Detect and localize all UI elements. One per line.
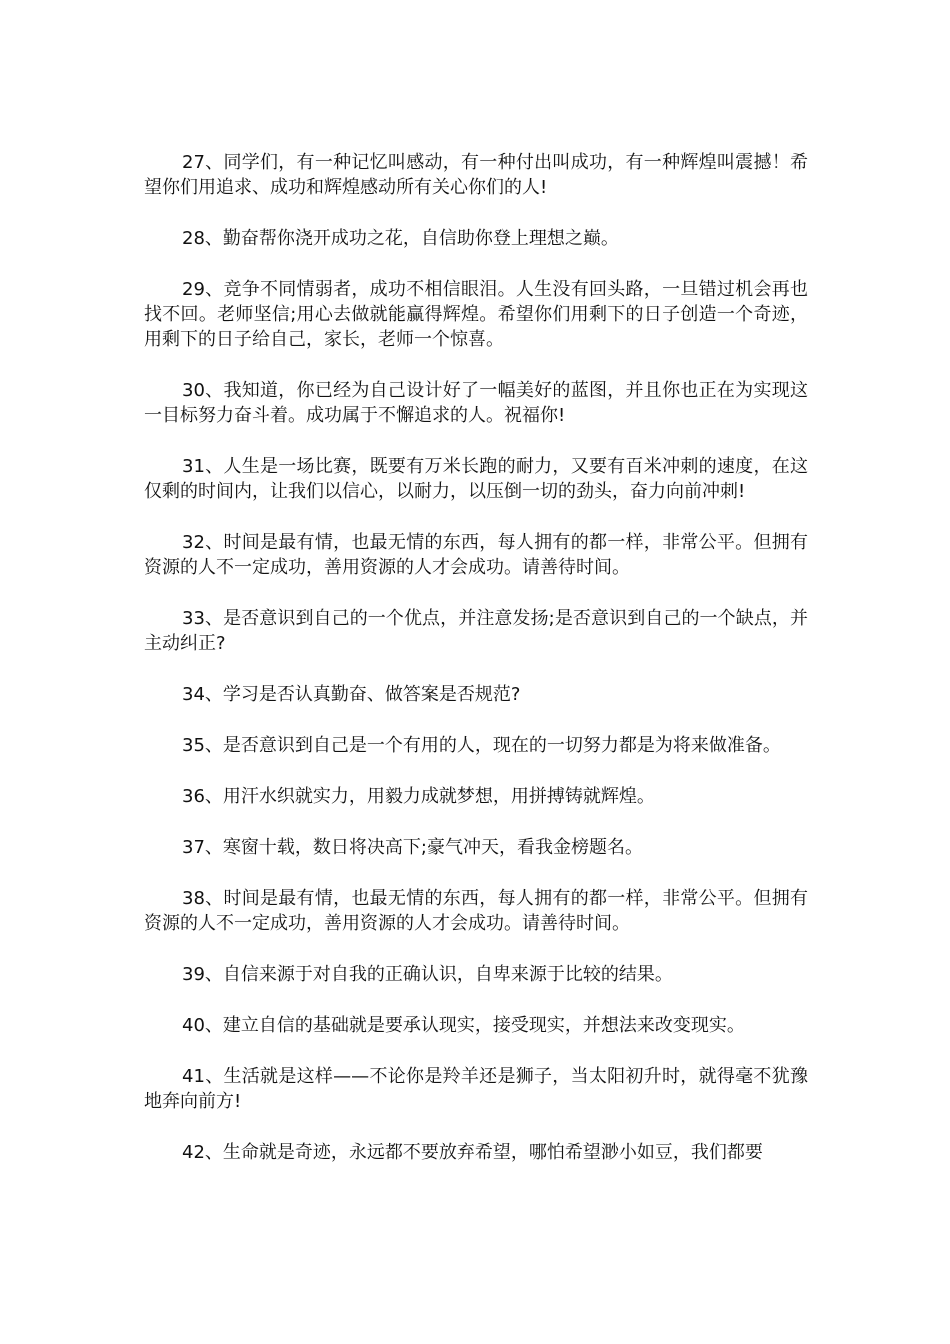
paragraph-32: 32、时间是最有情，也最无情的东西，每人拥有的都一样，非常公平。但拥有资源的人不一定成功，善用资源的人才会成功。请善待时间。 bbox=[144, 532, 808, 578]
paragraph-29: 29、竞争不同情弱者，成功不相信眼泪。人生没有回头路，一旦错过机会再也找不回。老师坚信;用心去做就能赢得辉煌。希望你们用剩下的日子创造一个奇迹，用剩下的日子给自己，家长，老师一个惊喜。 bbox=[144, 279, 808, 350]
paragraph-42: 42、生命就是奇迹，永远都不要放弃希望，哪怕希望渺小如豆，我们都要 bbox=[182, 1142, 763, 1163]
paragraph-28: 28、勤奋帮你浇开成功之花，自信助你登上理想之巅。 bbox=[182, 228, 619, 249]
paragraph-34: 34、学习是否认真勤奋、做答案是否规范? bbox=[182, 684, 521, 705]
paragraph-40: 40、建立自信的基础就是要承认现实，接受现实，并想法来改变现实。 bbox=[182, 1015, 745, 1036]
paragraph-36: 36、用汗水织就实力，用毅力成就梦想，用拼搏铸就辉煌。 bbox=[182, 786, 655, 807]
paragraph-39: 39、自信来源于对自我的正确认识，自卑来源于比较的结果。 bbox=[182, 964, 673, 985]
paragraph-38: 38、时间是最有情，也最无情的东西，每人拥有的都一样，非常公平。但拥有资源的人不一定成功，善用资源的人才会成功。请善待时间。 bbox=[144, 888, 808, 934]
paragraph-41: 41、生活就是这样——不论你是羚羊还是狮子，当太阳初升时，就得毫不犹豫地奔向前方! bbox=[144, 1066, 808, 1112]
paragraph-35: 35、是否意识到自己是一个有用的人，现在的一切努力都是为将来做准备。 bbox=[182, 735, 781, 756]
paragraph-37: 37、寒窗十载，数日将决高下;豪气冲天，看我金榜题名。 bbox=[182, 837, 643, 858]
paragraph-27: 27、同学们，有一种记忆叫感动，有一种付出叫成功，有一种辉煌叫震撼！希望你们用追求、成功和辉煌感动所有关心你们的人! bbox=[144, 152, 808, 198]
paragraph-31: 31、人生是一场比赛，既要有万米长跑的耐力，又要有百米冲刺的速度，在这仅剩的时间内，让我们以信心，以耐力，以压倒一切的劲头，奋力向前冲刺! bbox=[144, 456, 808, 502]
paragraph-33: 33、是否意识到自己的一个优点，并注意发扬;是否意识到自己的一个缺点，并主动纠正? bbox=[144, 608, 808, 654]
document-body bbox=[144, 150, 808, 1191]
paragraph-30: 30、我知道，你已经为自己设计好了一幅美好的蓝图，并且你也正在为实现这一目标努力奋斗着。成功属于不懈追求的人。祝福你! bbox=[144, 380, 808, 426]
